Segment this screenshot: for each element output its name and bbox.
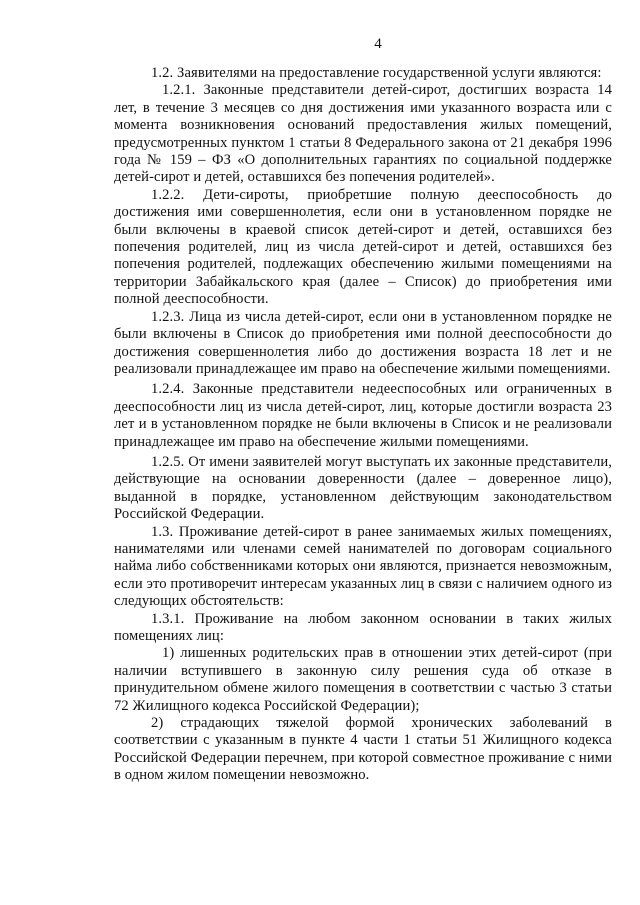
paragraph-1-2-1: 1.2.1. Законные представители детей-сирот, достигших возраста 14 лет, в течение 3 месяцев со дня достижения ими указанного возраста или с момента возникновения оснований предоставления жилых помещений, предусмотренных пунктом 1 статьи 8 Федерального закона от 21 декабря 1996 года № 159 – ФЗ «О дополнительных гарантиях по социальной поддержке детей-сирот и детей, оставшихся без попечения родителей». [114, 82, 612, 186]
paragraph-1-3: 1.3. Проживание детей-сирот в ранее занимаемых жилых помещениях, нанимателями или членами семей нанимателей по договорам социального найма либо собственниками которых они являются, признается невозможным, если это противоречит интересам указанных лиц в связи с наличием одного из следующих обстоятельств: [114, 523, 612, 610]
paragraph-1-2: 1.2. Заявителями на предоставление государственной услуги являются: [151, 65, 602, 81]
list-item-1: 1) лишенных родительских прав в отношении этих детей-сирот (при наличии вступившего в законную силу решения суда об отказе в принудительном обмене жилого помещения в соответствии с частью 3 статьи 72 Жилищного кодекса Российской Федерации); [114, 645, 612, 714]
paragraph-1-2-5: 1.2.5. От имени заявителей могут выступать их законные представители, действующие на основании доверенности (далее – доверенное лицо), выданной в порядке, установленном действующим законодательством Российской Федерации. [114, 453, 612, 523]
paragraph-1-2-2: 1.2.2. Дети-сироты, приобретшие полную дееспособность до достижения ими совершеннолетия, если они в установленном порядке не были включены в краевой список детей-сирот и детей, оставшихся без попечения родителей, лиц из числа детей-сирот и детей, оставшихся без попечения родителей, подлежащих обеспечению жилыми помещениями на территории Забайкальского края (далее – Список) до приобретения ими полной дееспособности. [114, 186, 612, 308]
paragraph-1-2-3: 1.2.3. Лица из числа детей-сирот, если они в установленном порядке не были включены в Список до приобретения ими полной дееспособности до достижения совершеннолетия либо до достижения возраста 18 лет и не реализовали принадлежащее им право на обеспечение жилыми помещениями. [114, 308, 612, 377]
list-item-2: 2) страдающих тяжелой формой хронических заболеваний в соответствии с указанным в пункте 4 части 1 статьи 51 Жилищного кодекса Российской Федерации перечнем, при которой совместное проживание с ними в одном жилом помещении невозможно. [114, 715, 612, 784]
paragraph-1-3-1: 1.3.1. Проживание на любом законном основании в таких жилых помещениях лиц: [114, 610, 612, 644]
page-number: 4 [374, 36, 382, 52]
paragraph-1-2-4: 1.2.4. Законные представители недееспособных или ограниченных в дееспособности лиц из числа детей-сирот, лиц, которые достигли возраста 23 лет и в установленном порядке не были включены в Список и не реализовали принадлежащее им право на обеспечение жилыми помещениями. [114, 381, 612, 450]
